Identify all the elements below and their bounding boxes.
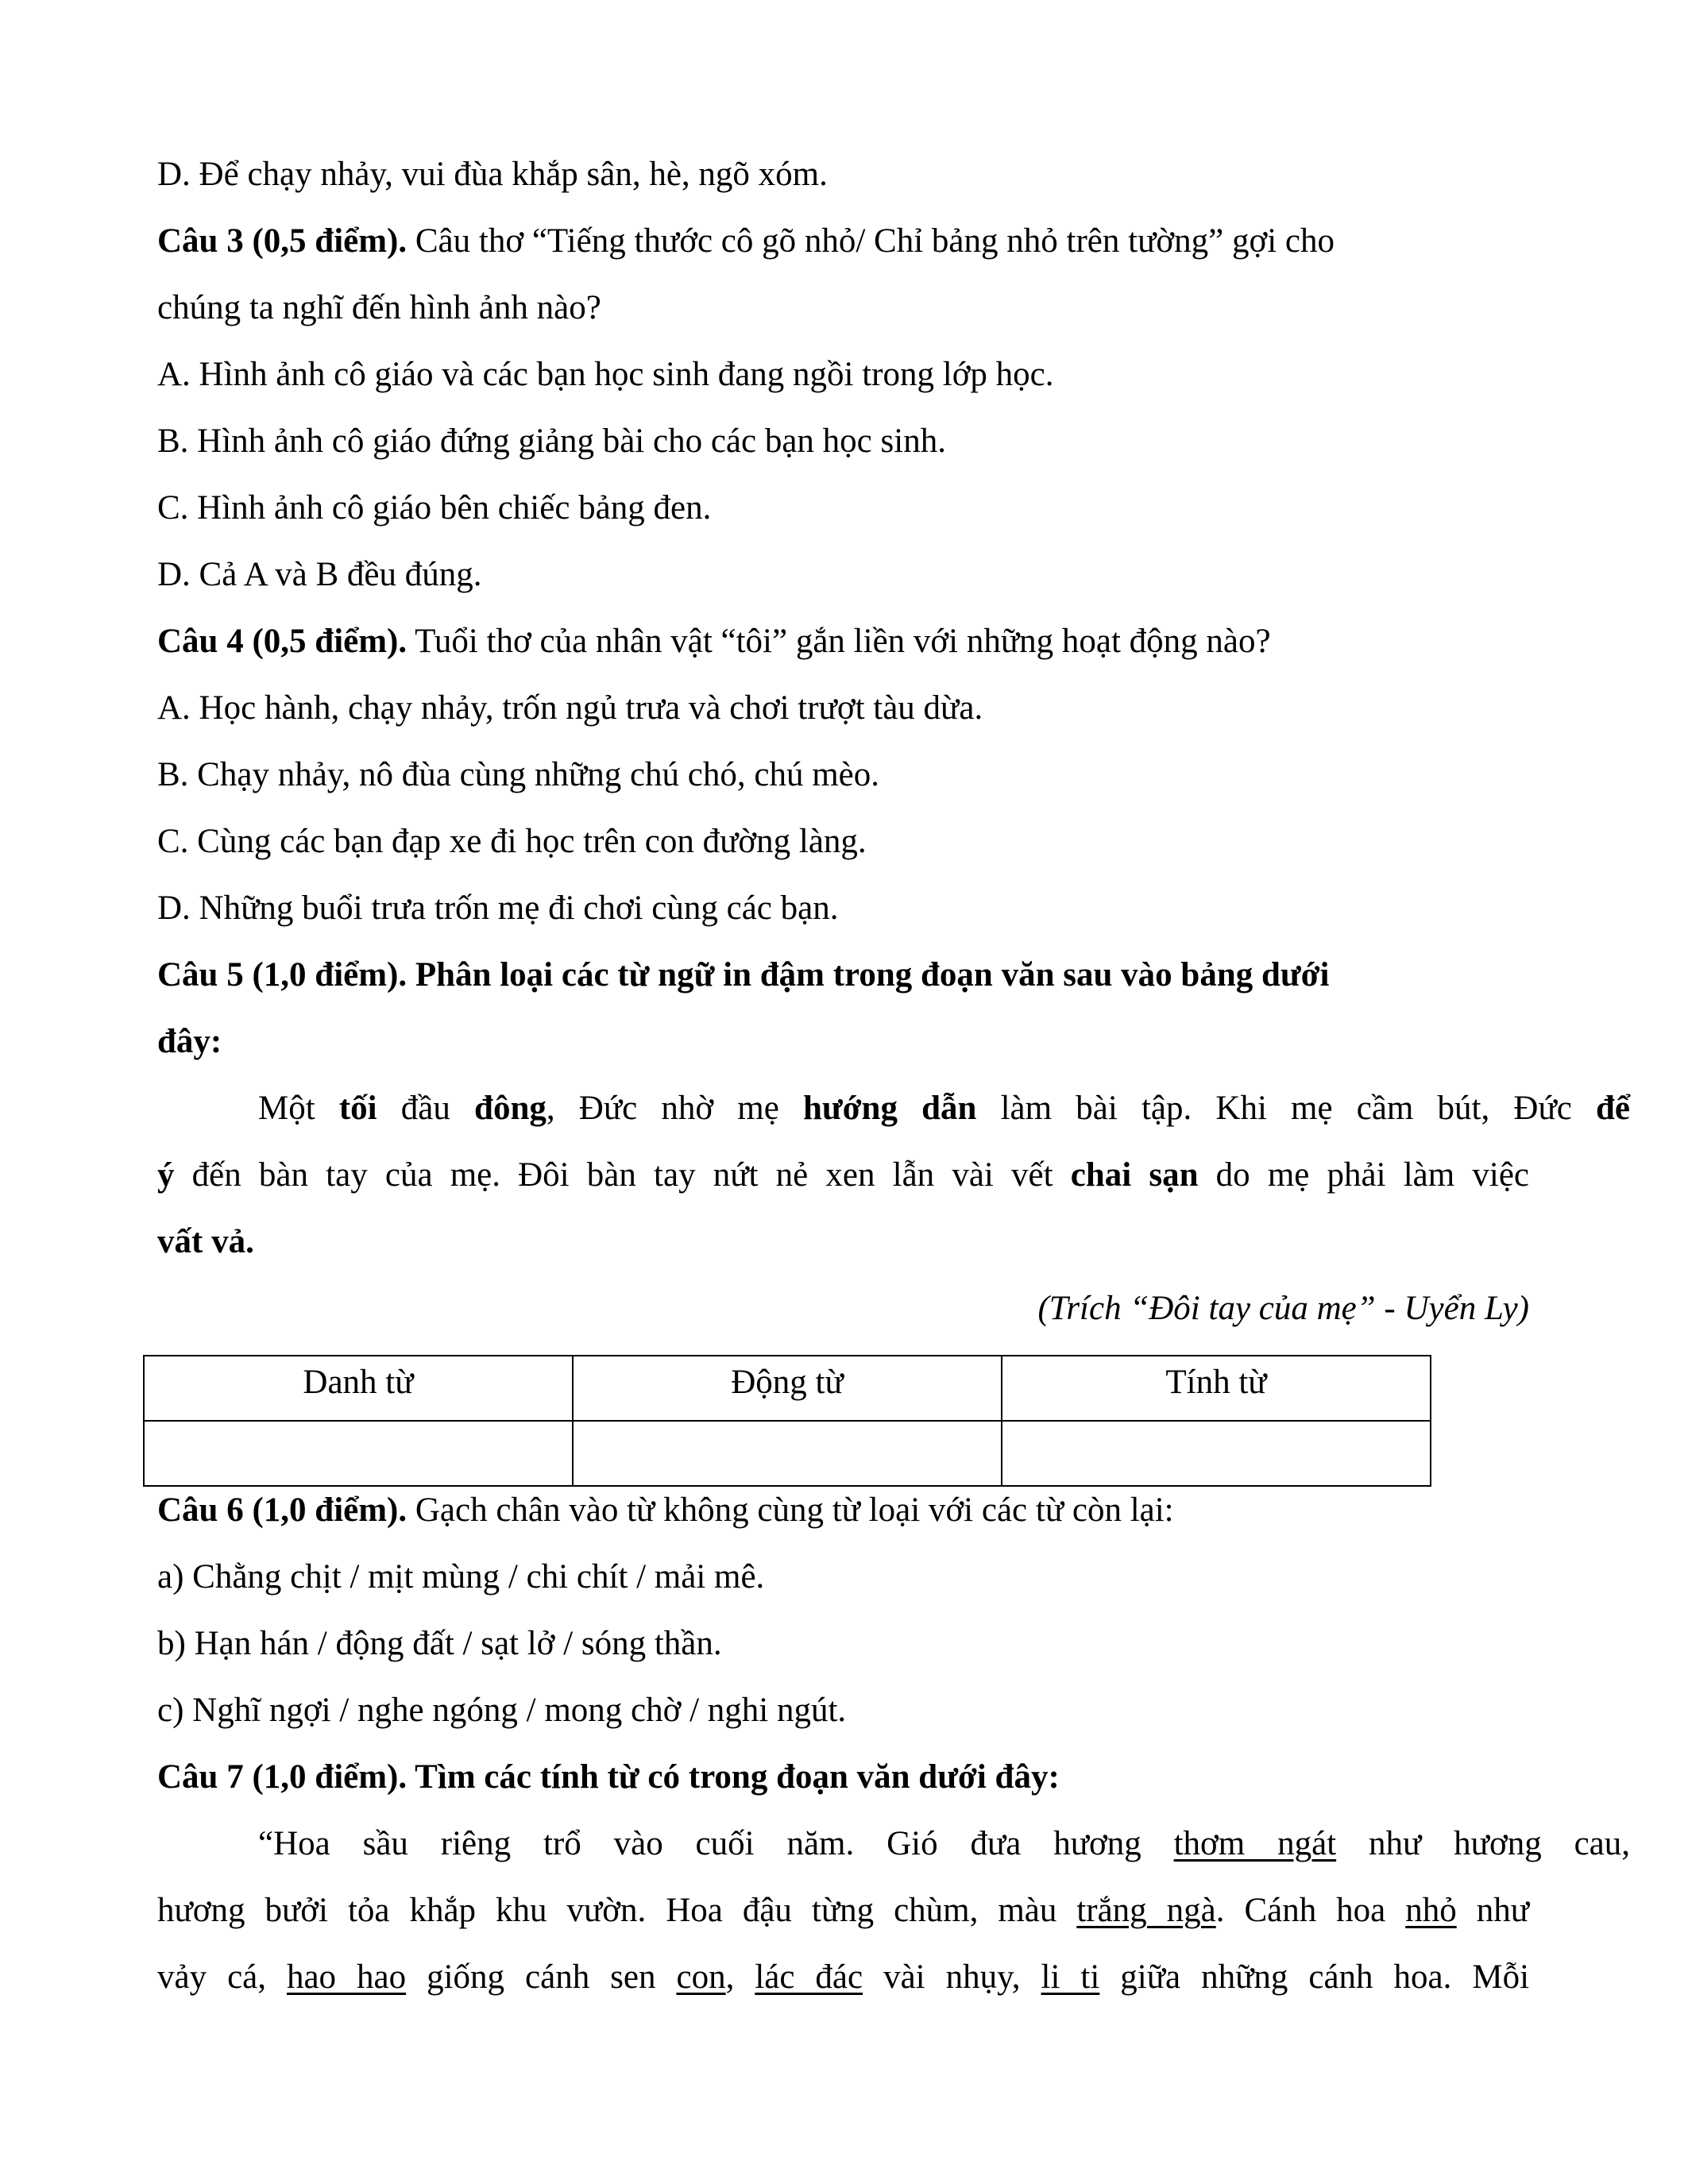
q4-option-b: B. Chạy nhảy, nô đùa cùng những chú chó, chú mèo. [157,756,880,793]
passage-text: hương bưởi tỏa khắp khu vườn. Hoa đậu từng chùm, màu [157,1892,1077,1929]
underlined-word: hao hao [286,1958,407,1996]
q5-prompt-cont: đây: [157,1023,222,1060]
q3-option-d: D. Cả A và B đều đúng. [157,556,482,593]
table-cell-dong-tu[interactable] [573,1421,1002,1486]
bold-word: để [1596,1090,1630,1127]
q3-option-c: C. Hình ảnh cô giáo bên chiếc bảng đen. [157,489,712,527]
passage-text: đầu [377,1090,475,1127]
passage-text: . Cánh hoa [1215,1892,1406,1929]
bold-word: tối [338,1090,377,1127]
passage-text: làm bài tập. Khi mẹ cầm bút, Đức [976,1090,1596,1127]
table-header-dong-tu: Động từ [573,1356,1002,1421]
q4-option-c: C. Cùng các bạn đạp xe đi học trên con đường làng. [157,823,867,860]
table-cell-tinh-tu[interactable] [1002,1421,1431,1486]
table-header-row [144,1356,1431,1421]
passage-text: như hương cau, [1336,1825,1630,1862]
passage-text: do mẹ phải làm việc [1198,1156,1529,1194]
q4-label: Câu 4 (0,5 điểm). [157,623,408,660]
table-cell-danh-tu[interactable] [144,1421,573,1486]
q5-label: Câu 5 (1,0 điểm). [157,956,408,994]
q6-item-c: c) Nghĩ ngợi / nghe ngóng / mong chờ / nghi ngút. [157,1692,847,1729]
underlined-word: thơm ngát [1173,1825,1337,1862]
q6-prompt-text: Gạch chân vào từ không cùng từ loại với các từ còn lại: [407,1491,1174,1529]
q3-option-b: B. Hình ảnh cô giáo đứng giảng bài cho các bạn học sinh. [157,423,946,460]
q5-passage-line-3 [157,1225,254,1259]
table-row [144,1421,1431,1486]
passage-text: vài nhụy, [863,1958,1041,1996]
q6-prompt [157,1493,1174,1527]
q6-label: Câu 6 (1,0 điểm). [157,1491,408,1529]
underlined-word: lác đác [755,1958,863,1996]
passage-text: đến bàn tay của mẹ. Đôi bàn tay nứt nẻ xen lẫn vài vết [174,1156,1071,1194]
bold-word: chai sạn [1070,1156,1199,1194]
q3-prompt-text: Câu thơ “Tiếng thước cô gõ nhỏ/ Chỉ bảng nhỏ trên tường” gợi cho [407,222,1335,260]
underlined-word: nhỏ [1405,1892,1457,1929]
q7-passage-line-2 [157,1893,1529,1927]
q7-prompt-text: Tìm các tính từ có trong đoạn văn dưới đây: [407,1758,1060,1796]
q5-prompt-text: Phân loại các từ ngữ in đậm trong đoạn văn sau vào bảng dưới [407,956,1330,994]
q7-passage-line-3 [157,1960,1529,1994]
q3-prompt-cont: chúng ta nghĩ đến hình ảnh nào? [157,289,601,326]
q3-option-a: A. Hình ảnh cô giáo và các bạn học sinh đang ngồi trong lớp học. [157,356,1054,393]
classification-table [143,1355,1431,1487]
passage-text: vảy cá, [157,1958,287,1996]
passage-text: , Đức nhờ mẹ [546,1090,804,1127]
underlined-word: trắng ngà [1076,1892,1216,1929]
passage-text: giống cánh sen [406,1958,677,1996]
q5-passage-line-1 [157,1091,1630,1125]
q7-label: Câu 7 (1,0 điểm). [157,1758,408,1796]
bold-word: ý [157,1156,175,1194]
q5-passage-line-2 [157,1158,1529,1192]
q7-passage-line-1 [157,1827,1630,1861]
q4-prompt-text: Tuổi thơ của nhân vật “tôi” gắn liền với những hoạt động nào? [407,623,1271,660]
passage-text: , [725,1958,755,1996]
table-header-tinh-tu: Tính từ [1002,1356,1431,1421]
passage-text: như [1456,1892,1530,1929]
passage-text: Một [258,1090,339,1127]
underlined-word: con [676,1958,726,1996]
q5-prompt [157,958,1329,992]
underlined-word: li ti [1041,1958,1100,1996]
q7-prompt [157,1760,1060,1794]
q5-citation: (Trích “Đôi tay của mẹ” - Uyển Ly) [1037,1290,1529,1327]
q3-label: Câu 3 (0,5 điểm). [157,222,408,260]
q4-option-d: D. Những buổi trưa trốn mẹ đi chơi cùng các bạn. [157,889,839,927]
q6-item-a: a) Chằng chịt / mịt mùng / chi chít / mải mê. [157,1558,765,1596]
bold-word: vất vả. [157,1223,254,1260]
table-header-danh-tu: Danh từ [144,1356,573,1421]
q4-option-a: A. Học hành, chạy nhảy, trốn ngủ trưa và chơi trượt tàu dừa. [157,689,983,727]
bold-word: hướng dẫn [803,1090,977,1127]
q2-option-d: D. Để chạy nhảy, vui đùa khắp sân, hè, ngõ xóm. [157,156,828,193]
q4-prompt [157,624,1271,658]
q6-item-b: b) Hạn hán / động đất / sạt lở / sóng thần. [157,1625,722,1662]
q3-prompt [157,224,1335,258]
passage-text: “Hoa sầu riêng trổ vào cuối năm. Gió đưa hương [258,1825,1174,1862]
bold-word: đông [474,1090,547,1127]
passage-text: giữa những cánh hoa. Mỗi [1099,1958,1530,1996]
